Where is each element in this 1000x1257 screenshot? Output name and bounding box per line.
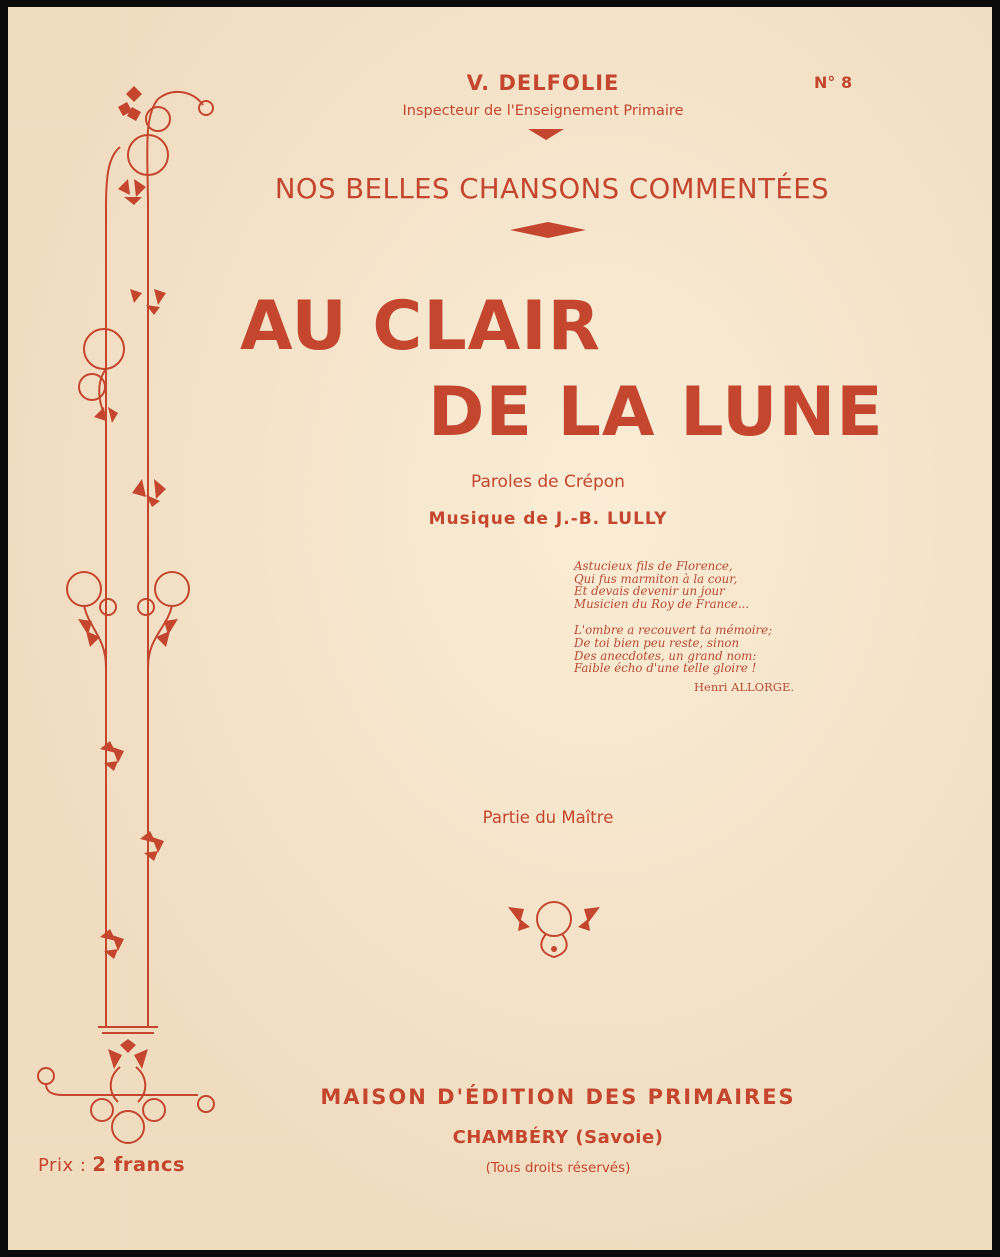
poem-signature: Henri ALLORGE. [694,679,794,694]
poem-line: De toi bien peu reste, sinon [574,635,740,650]
poem-line: Faible écho d'une telle gloire ! [574,661,757,676]
poem-line: Des anecdotes, un grand nom: [574,648,757,663]
price-label: Prix : [38,1155,87,1176]
series-title: NOS BELLES CHANSONS COMMENTÉES [274,173,830,205]
song-title-line-2: DE LA LUNE [428,373,884,452]
poem-line: Qui fus marmiton à la cour, [574,571,738,586]
issue-number: N° 8 [814,73,853,92]
epigraph-poem [574,560,824,693]
publisher-city: CHAMBÉRY (Savoie) [452,1127,664,1148]
poem-line: Musicien du Roy de France... [574,596,750,611]
music-credit: Musique de J.-B. LULLY [428,509,668,529]
author-name: V. DELFOLIE [466,71,620,95]
price-amount: 2 francs [92,1153,186,1176]
rights-notice: (Tous droits réservés) [485,1160,631,1176]
lyrics-credit: Paroles de Crépon [471,472,625,492]
song-title-line-1: AU CLAIR [240,287,601,366]
sheet-music-cover [8,7,992,1250]
poem-line: L'ombre a recouvert ta mémoire; [574,623,773,638]
part-label: Partie du Maître [482,808,614,827]
poem-line: Et devais devenir un jour [574,584,725,599]
poem-line: Astucieux fils de Florence, [574,559,733,573]
author-title: Inspecteur de l'Enseignement Primaire [402,103,684,119]
publisher-name: MAISON D'ÉDITION DES PRIMAIRES [320,1085,796,1109]
price [38,1153,185,1176]
